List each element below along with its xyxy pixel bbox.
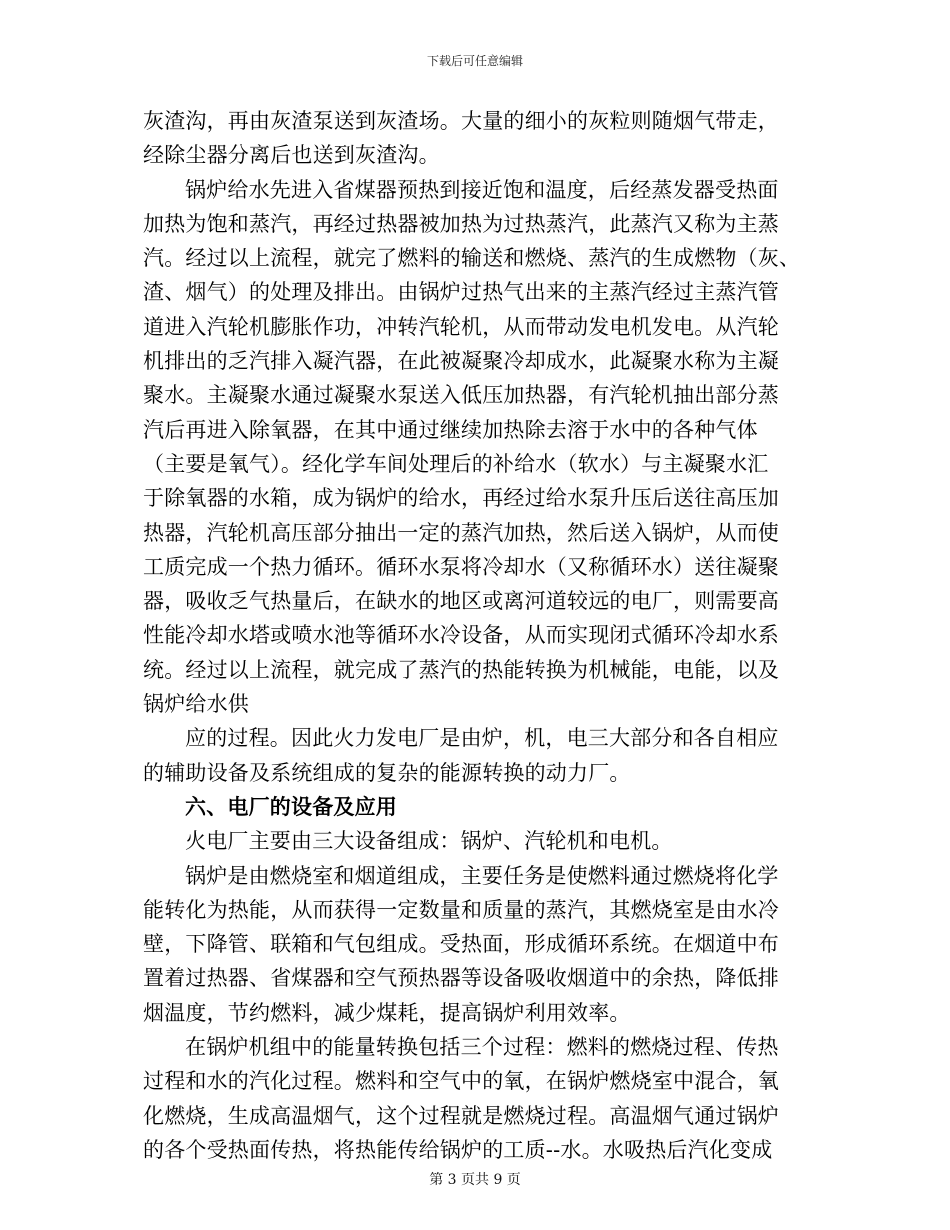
text-line: 器，吸收乏气热量后，在缺水的地区或离河道较远的电厂，则需要高: [143, 589, 779, 614]
page-footer: 第 3 页共 9 页: [429, 1172, 521, 1188]
text-line: 壁，下降管、联箱和气包组成。受热面，形成循环系统。在烟道中布: [143, 932, 779, 957]
text-line: 能转化为热能，从而获得一定数量和质量的蒸汽，其燃烧室是由水冷: [143, 897, 779, 922]
text-line: 性能冷却水塔或喷水池等循环水冷设备，从而实现闭式循环冷却水系: [143, 623, 779, 648]
text-line: 道进入汽轮机膨胀作功，冲转汽轮机，从而带动发电机发电。从汽轮: [143, 314, 779, 339]
text-line: 渣、烟气）的处理及排出。由锅炉过热气出来的主蒸汽经过主蒸汽管: [143, 280, 779, 305]
text-line: 热器，汽轮机高压部分抽出一定的蒸汽加热，然后送入锅炉，从而使: [143, 520, 779, 545]
text-line: 的各个受热面传热，将热能传给锅炉的工质--水。水吸热后汽化变成: [143, 1137, 773, 1162]
text-line: 汽。经过以上流程，就完了燃料的输送和燃烧、蒸汽的生成燃物（灰、: [143, 246, 801, 271]
text-line: 置着过热器、省煤器和空气预热器等设备吸收烟道中的余热，降低排: [143, 966, 779, 991]
text-line: 机排出的乏汽排入凝汽器，在此被凝聚冷却成水，此凝聚水称为主凝: [143, 349, 779, 374]
text-line: 于除氧器的水箱，成为锅炉的给水，再经过给水泵升压后送往高压加: [143, 486, 779, 511]
text-line: 汽后再进入除氧器，在其中通过继续加热除去溶于水中的各种气体: [143, 417, 758, 442]
text-line: 的辅助设备及系统组成的复杂的能源转换的动力厂。: [143, 760, 631, 785]
text-line: 锅炉是由燃烧室和烟道组成，主要任务是使燃料通过燃烧将化学: [185, 863, 779, 888]
text-line: 火电厂主要由三大设备组成：锅炉、汽轮机和电机。: [185, 829, 673, 854]
text-line: 烟温度，节约燃料，减少煤耗，提高锅炉利用效率。: [143, 1000, 631, 1025]
text-line: 加热为饱和蒸汽，再经过热器被加热为过热蒸汽，此蒸汽又称为主蒸: [143, 211, 779, 236]
text-line: 过程和水的汽化过程。燃料和空气中的氧，在锅炉燃烧室中混合，氧: [143, 1069, 779, 1094]
text-line: （主要是氧气）。经化学车间处理后的补给水（软水）与主凝聚水汇: [143, 451, 769, 476]
text-line: 在锅炉机组中的能量转换包括三个过程：燃料的燃烧过程、传热: [185, 1035, 779, 1060]
text-line: 化燃烧，生成高温烟气，这个过程就是燃烧过程。高温烟气通过锅炉: [143, 1103, 779, 1128]
page-header: 下载后可任意编辑: [426, 54, 523, 68]
text-line: 锅炉给水供: [143, 692, 249, 717]
document-body: [143, 104, 803, 1167]
text-line: 聚水。主凝聚水通过凝聚水泵送入低压加热器，有汽轮机抽出部分蒸: [143, 383, 779, 408]
text-line: 统。经过以上流程，就完成了蒸汽的热能转换为机械能，电能，以及: [143, 657, 779, 682]
text-line: 锅炉给水先进入省煤器预热到接近饱和温度，后经蒸发器受热面: [185, 177, 779, 202]
text-line: 应的过程。因此火力发电厂是由炉，机，电三大部分和各自相应: [185, 726, 779, 751]
text-line: 灰渣沟，再由灰渣泵送到灰渣场。大量的细小的灰粒则随烟气带走，: [143, 109, 779, 133]
section-heading: 六、电厂的设备及应用: [185, 793, 397, 819]
text-line: 工质完成一个热力循环。循环水泵将冷却水（又称循环水）送往凝聚: [143, 554, 779, 579]
text-line: 经除尘器分离后也送到灰渣沟。: [143, 143, 440, 168]
